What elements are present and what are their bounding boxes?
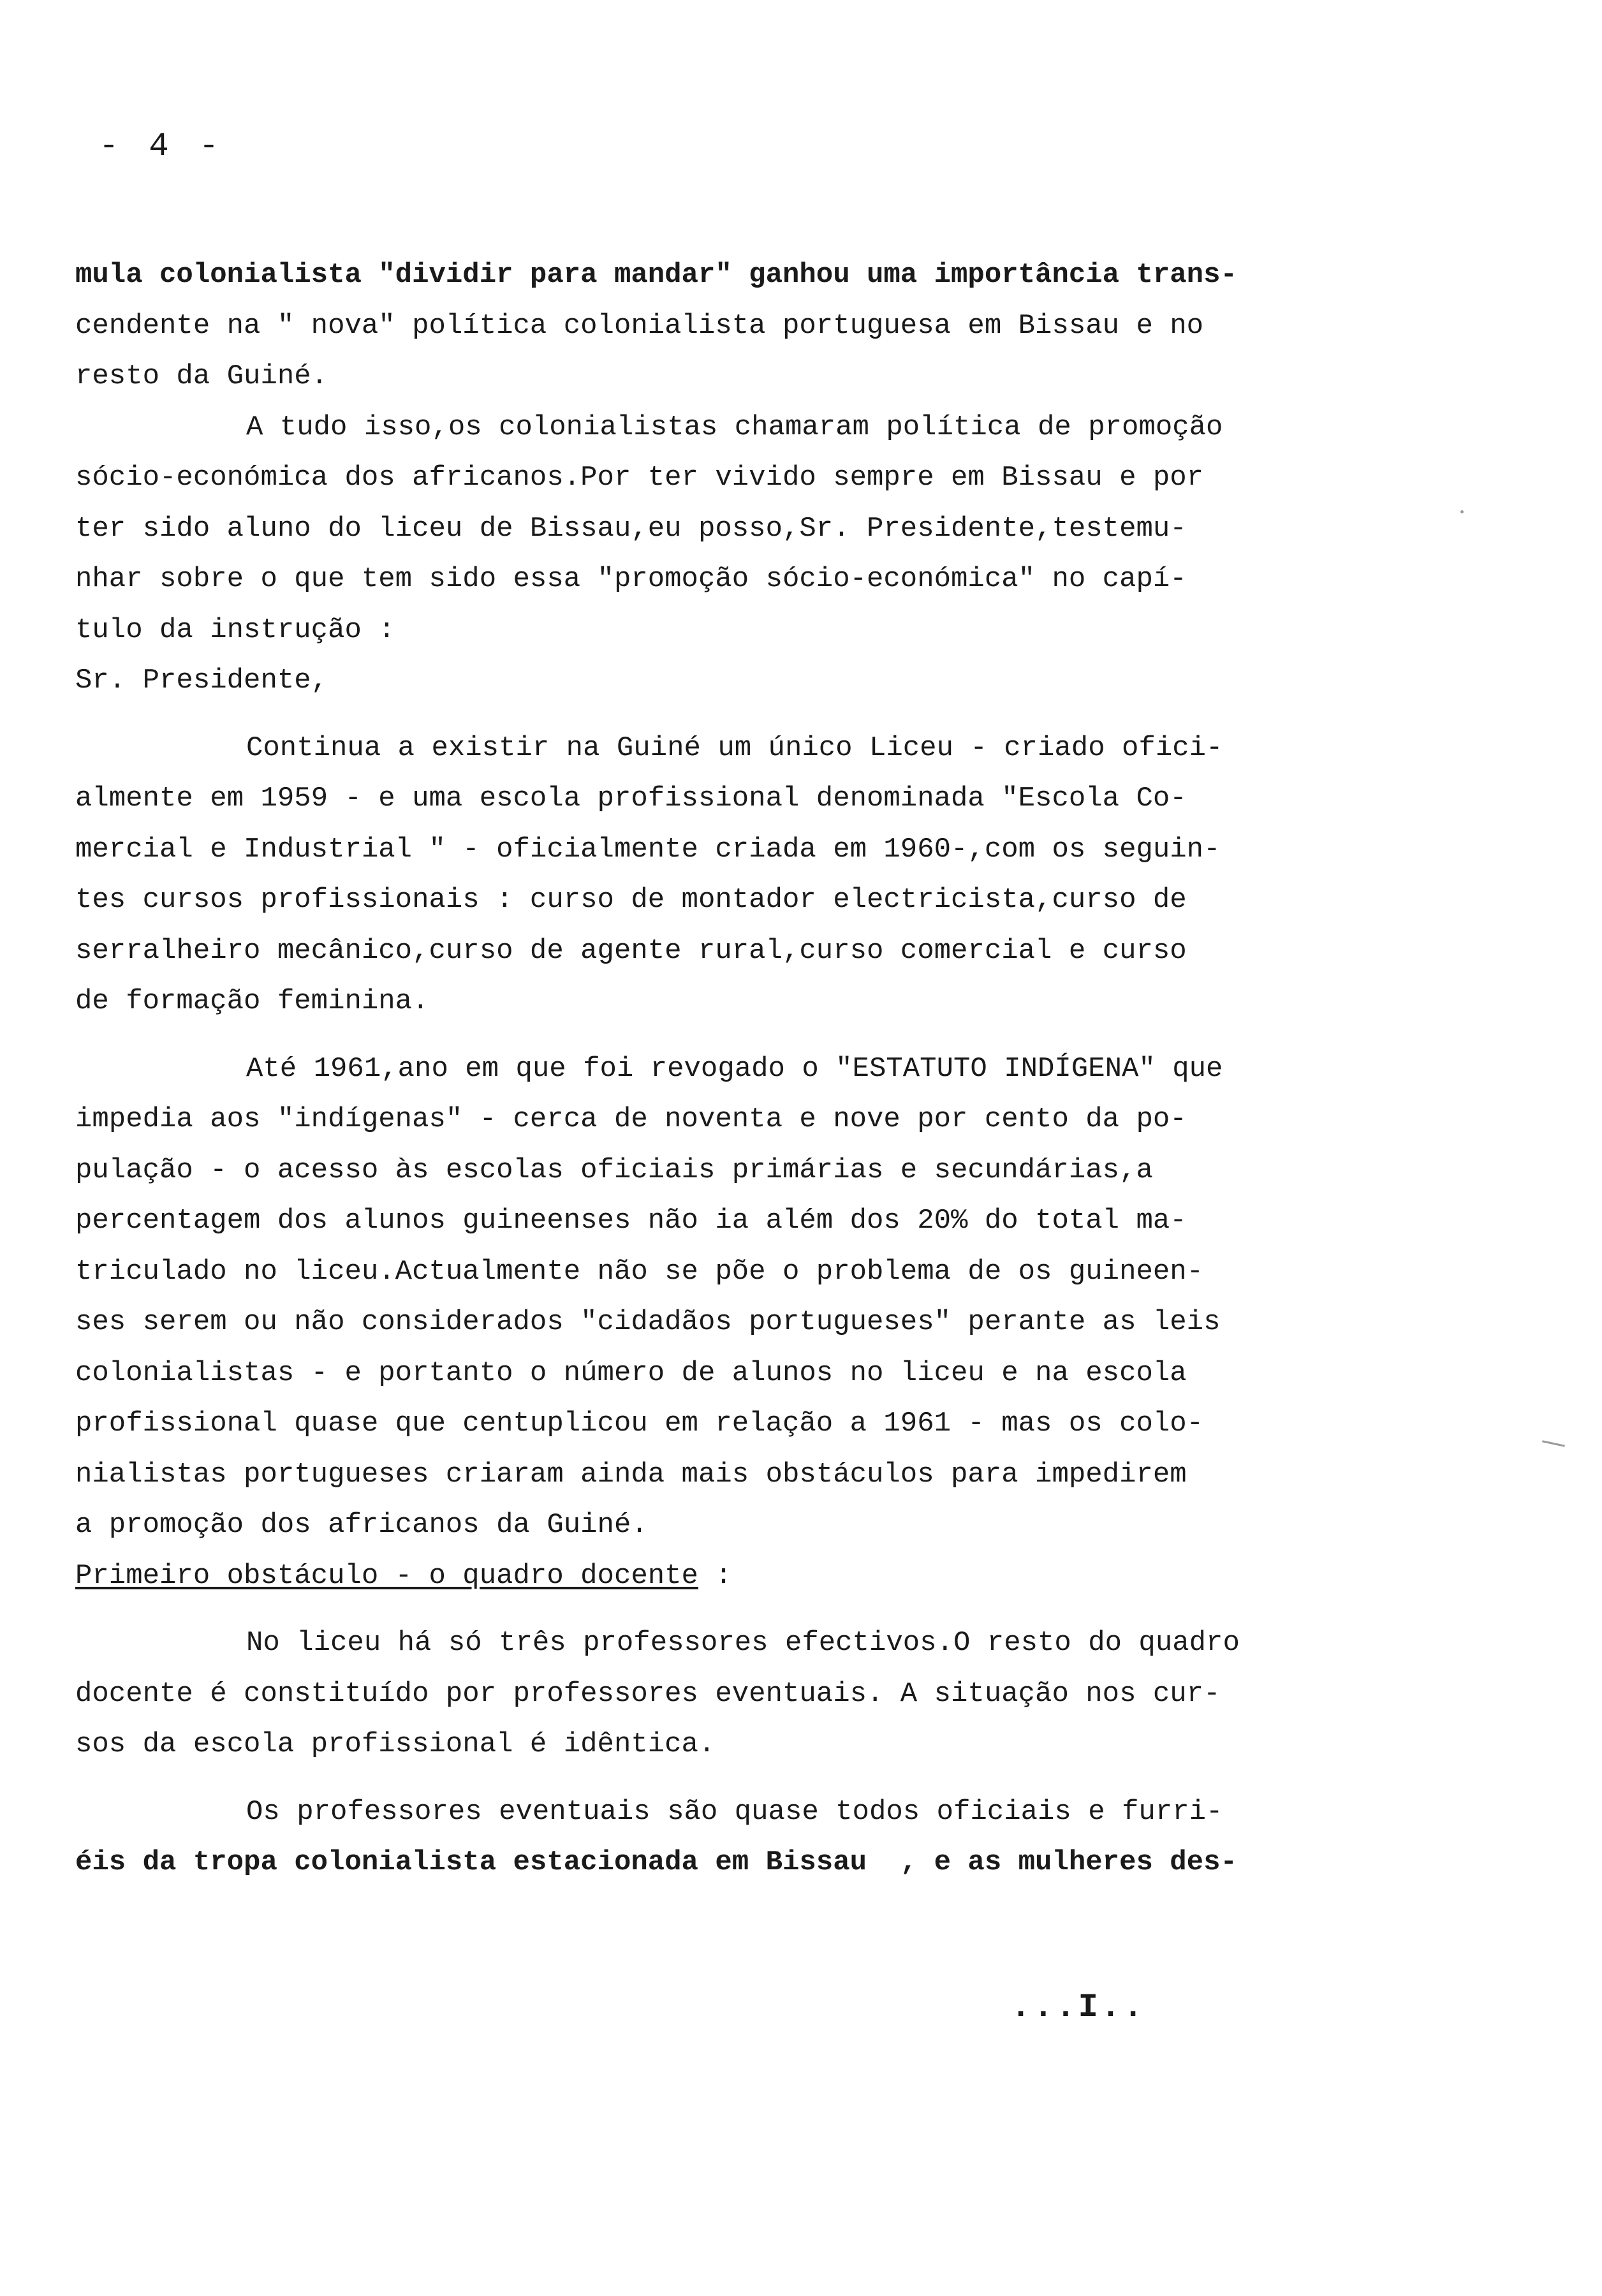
text-line: éis da tropa colonialista estacionada em Bissau , e as mulheres des- [75,1846,1237,1878]
paragraph-gap [75,1601,1357,1618]
text-line: nialistas portugueses criaram ainda mais obstáculos para impedirem [75,1458,1187,1490]
text-line: resto da Guiné. [75,360,328,392]
paragraph-1 [75,250,1357,402]
text-line: colonialistas - e portanto o número de alunos no liceu e na escola [75,1357,1187,1389]
text-line: No liceu há só três professores efectivos.O resto do quadro [246,1627,1240,1659]
text-line: percentagem dos alunos guineenses não ia além dos 20% do total ma- [75,1205,1187,1237]
text-line: Continua a existir na Guiné um único Liceu - criado ofici- [246,732,1223,764]
text-line: triculado no liceu.Actualmente não se põe o problema de os guineen- [75,1255,1204,1288]
text-line: mula colonialista "dividir para mandar" ganhou uma importância trans- [75,259,1237,291]
text-line: A tudo isso,os colonialistas chamaram política de promoção [246,411,1223,443]
scan-speck [1460,510,1464,513]
document-body [75,250,1357,1888]
text-line: nhar sobre o que tem sido essa "promoção sócio-económica" no capí- [75,563,1187,595]
paragraph-2 [75,402,1357,707]
text-line: pulação - o acesso às escolas oficiais primárias e secundárias,a [75,1154,1153,1186]
text-line: Até 1961,ano em que foi revogado o "ESTATUTO INDÍGENA" que [246,1052,1223,1085]
text-line: tulo da instrução : [75,614,395,646]
section-heading [75,1551,1357,1602]
text-line: docente é constituído por professores eventuais. A situação nos cur- [75,1677,1221,1710]
text-line: de formação feminina. [75,985,429,1017]
paragraph-gap [75,707,1357,723]
text-line: ter sido aluno do liceu de Bissau,eu posso,Sr. Presidente,testemu- [75,512,1187,545]
section-heading-colon: : [698,1559,732,1592]
text-line: Os professores eventuais são quase todos oficiais e furri- [246,1795,1223,1828]
text-line: mercial e Industrial " - oficialmente criada em 1960-,com os seguin- [75,833,1221,865]
paragraph-gap [75,1770,1357,1787]
continuation-marker: ...I.. [1011,1989,1146,2026]
text-line: almente em 1959 - e uma escola profissional denominada "Escola Co- [75,783,1187,814]
text-line: a promoção dos africanos da Guiné. [75,1509,648,1541]
section-heading-title: Primeiro obstáculo - o quadro docente [75,1559,698,1592]
text-line: impedia aos "indígenas" - cerca de noventa e nove por cento da po- [75,1103,1187,1135]
text-line: serralheiro mecânico,curso de agente rural,curso comercial e curso [75,934,1187,967]
text-line: sócio-económica dos africanos.Por ter vivido sempre em Bissau e por [75,462,1204,494]
text-line: ses serem ou não considerados "cidadãos portugueses" perante as leis [75,1306,1221,1338]
paragraph-6 [75,1787,1357,1888]
text-line: profissional quase que centuplicou em relação a 1961 - mas os colo- [75,1408,1204,1439]
scan-stroke [1542,1440,1565,1446]
paragraph-4 [75,1044,1357,1551]
text-line: Sr. Presidente, [75,665,328,696]
text-line: cendente na " nova" política colonialista portuguesa em Bissau e no [75,309,1204,342]
paragraph-3 [75,723,1357,1027]
text-line: tes cursos profissionais : curso de montador electricista,curso de [75,884,1187,916]
paragraph-5 [75,1618,1357,1770]
page-number: - 4 - [99,128,224,165]
text-line: sos da escola profissional é idêntica. [75,1728,716,1760]
paragraph-gap [75,1027,1357,1044]
